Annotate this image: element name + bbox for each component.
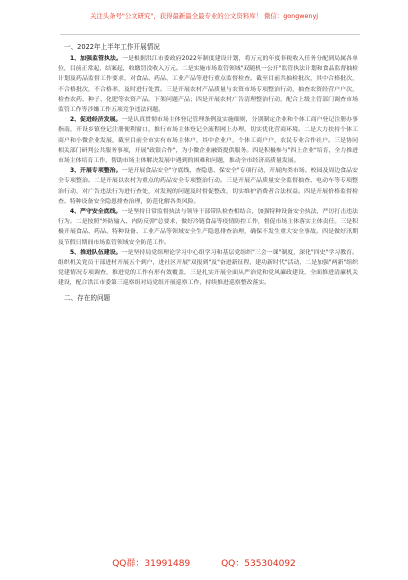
paragraph-1 [58, 54, 358, 115]
contact-footer [0, 556, 408, 572]
paragraph-5-heading: 5、推进队伍建设。 [70, 249, 122, 256]
document-body [58, 42, 358, 305]
promo-header [0, 0, 408, 34]
section-2-title: 二、存在的问题 [64, 293, 111, 302]
paragraph-2-text: 一是认真贯彻市场主体登记管理条例及实施细则，分别制定企业和个体工商户登记注册办事指南，开设乡镇登记注册便利窗口，推行市场主体登记全流程网上办理，切实优化营商环境。二是大力扶持个体工商户和小微企业发展，截至目前全市实有市场主体户，其中企业户，个体工商户户，农民专业合作社户。三是协同相关部门研判公共服务事项，开展"政银合作"，为小微企业融资提供服务。四是积极参与"四上企业"培育，全力推进市场主体培育工作，帮助市场主体解决发展中遇到的困难和问题，推动全市经济高质量发展。 [58, 117, 358, 165]
qq-contact-text: QQ：535304092 [221, 559, 296, 569]
paragraph-4 [58, 207, 358, 248]
paragraph-5-text: 一是坚持局党组理论学习中心组学习和基层党组织"三会一课"制度，深化"四史"学习教育。组织机关党员干部进村开展五个到户，进社区开展"双报到"及"奋进新征程，建功新时代"活动，二是加强"两新"组织党建情况专项调查，推进党的工作有形有效覆盖，三是扎实开展全面从严治党和党风廉政建设，全面推进清廉机关建设，配合洪江市委第三巡察组对局党组开展巡察工作，持续推进巡察整改落实。 [58, 249, 358, 287]
qq-group-text: QQ群：31991489 [112, 559, 191, 569]
header-divider [60, 34, 360, 35]
paragraph-1-text: 一是根据洪江市委政府2022年制度建设计划，将万元的年度非税收入任务分配到局属各单位，目前正常起，结案起，收缴罚没收入万元。二是实施市场监管领域"双随机一公开"监管执法计划和食品监督抽检计划及药品监督工作要求，对食品、药品、工业产品等进行重点监督检查。截至目前共抽检批次，其中合格批次，不合格批次，不合格率，及时进行处置。三是开展农村产品质量与农资市场专项整治行动，抽查农资经营户户次，检查农药、种子、化肥等农资产品，下架问题产品；四是开展农村广告清理整治行动，配合上级主管部门调查市场监管工作等涉嫌工作五项竞争违法问题。 [58, 56, 358, 114]
paragraph-3-text: 一是开展食品安全"守底线、查隐患、保安全"专项行动，开展肉类市场、校园及周边食品安全专项整治。二是开展以农村为重点的药品安全专项整治行动。三是开展产品质量安全监督抽查、电动车等专项整治行动，对广告违法行为进行查处，对发现的问题及时督促整改，切实维护消费者合法权益。四是开展价格监督检查、特种设备安全隐患排查治理，防范化解各类风险。 [58, 168, 358, 205]
promo-text: 关注头条号"公文研究"，获得最新最全最专业的公文资料库！ 微信：gongwenyj [89, 12, 319, 20]
paragraph-2-heading: 2、促进经济发展。 [70, 117, 122, 124]
paragraph-4-text: 一是坚持日常监督执法与领导干部带队检查相结合，加强特种设备安全执法，严厉打击违法行为。二是按照"外防输入、内防反弹"总要求，做好冷链食品等疫情防控工作，督促市场主体落实主体责任。三是积极开展食品、药品、特种设备、工业产品等领域安全生产隐患排查治理，确保不发生重大安全事故。四是做好汛期及节假日期间市场监管领域安全防范工作。 [58, 209, 358, 246]
paragraph-5 [58, 248, 358, 289]
paragraph-3-heading: 3、开展专项整治。 [70, 168, 122, 175]
section-1-title: 一、2022年上半年工作开展情况 [64, 43, 160, 51]
paragraph-1-heading: 1、加强监管执法。 [70, 56, 122, 62]
paragraph-4-heading: 4、严守安全底线。 [70, 209, 122, 216]
paragraph-2 [58, 115, 358, 166]
paragraph-3 [58, 166, 358, 207]
